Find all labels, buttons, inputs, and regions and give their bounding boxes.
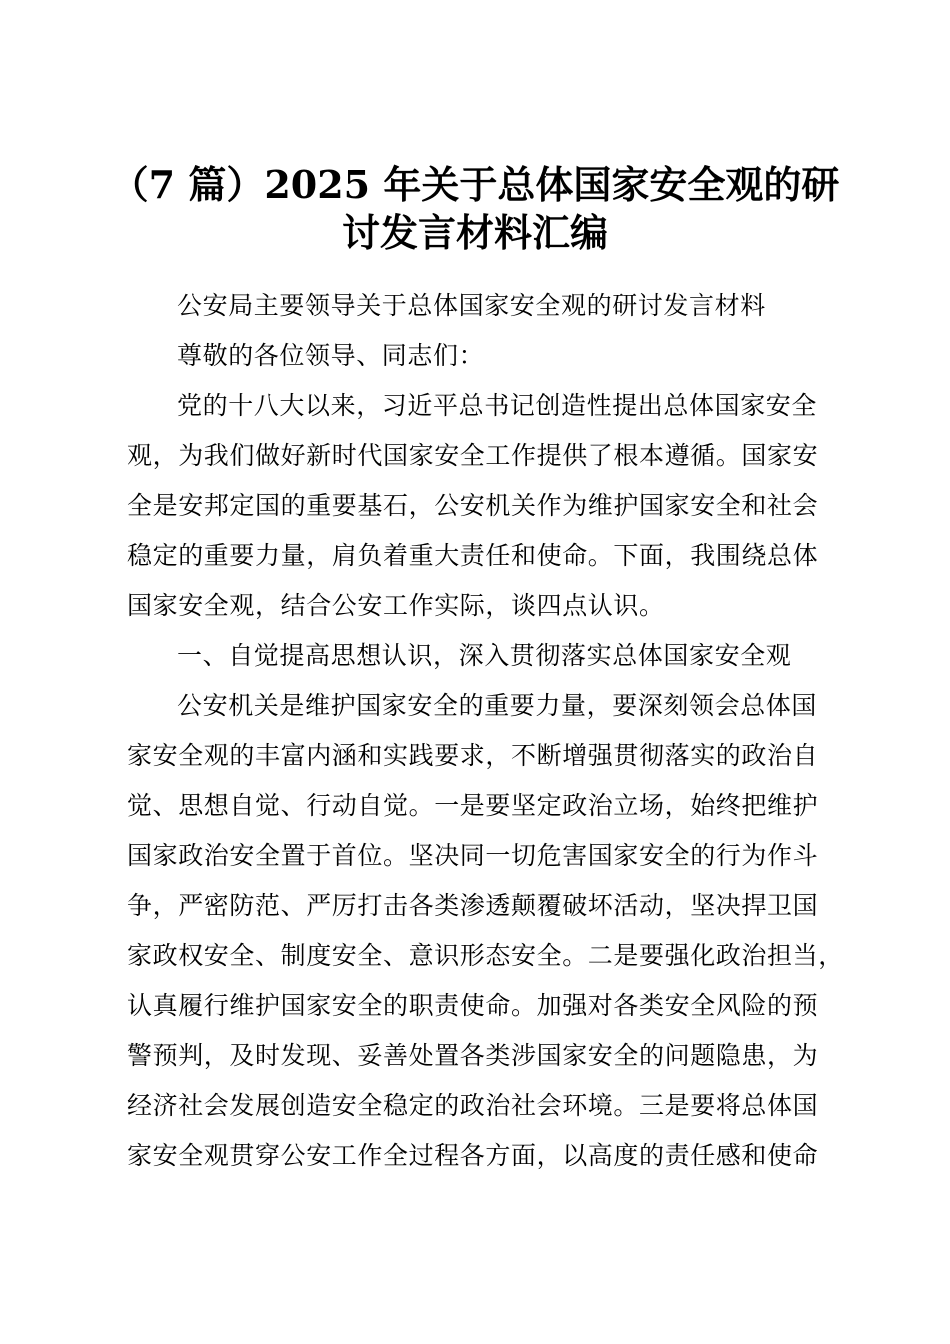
salutation: 尊敬的各位领导、同志们： bbox=[177, 341, 485, 370]
paragraph-2-line: 公安机关是维护国家安全的重要力量，要深刻领会总体国 bbox=[177, 691, 818, 720]
paragraph-2-line: 警预判，及时发现、妥善处置各类涉国家安全的问题隐患，为 bbox=[127, 1041, 819, 1070]
paragraph-2-line: 家安全观贯穿公安工作全过程各方面，以高度的责任感和使命 bbox=[127, 1141, 819, 1170]
paragraph-2-line: 争，严密防范、严厉打击各类渗透颠覆破坏活动，坚决捍卫国 bbox=[127, 891, 819, 920]
paragraph-2-line: 家政权安全、制度安全、意识形态安全。二是要强化政治担当， bbox=[127, 941, 844, 970]
paragraph-2-line: 认真履行维护国家安全的职责使命。加强对各类安全风险的预 bbox=[127, 991, 819, 1020]
paragraph-1-line: 观，为我们做好新时代国家安全工作提供了根本遵循。国家安 bbox=[127, 441, 819, 470]
paragraph-2-line: 经济社会发展创造安全稳定的政治社会环境。三是要将总体国 bbox=[127, 1091, 819, 1120]
paragraph-1-line: 国家安全观，结合公安工作实际，谈四点认识。 bbox=[127, 591, 665, 620]
paragraph-1-line: 党的十八大以来，习近平总书记创造性提出总体国家安全 bbox=[177, 391, 818, 420]
paragraph-2-line: 国家政治安全置于首位。坚决同一切危害国家安全的行为作斗 bbox=[127, 841, 819, 870]
document-title-line-1: （7 篇）2025 年关于总体国家安全观的研 bbox=[110, 162, 840, 207]
paragraph-1-line: 稳定的重要力量，肩负着重大责任和使命。下面，我围绕总体 bbox=[127, 541, 819, 570]
document-subtitle: 公安局主要领导关于总体国家安全观的研讨发言材料 bbox=[177, 291, 766, 320]
document-title-line-2: 讨发言材料汇编 bbox=[341, 210, 608, 255]
section-heading-1: 一、自觉提高思想认识，深入贯彻落实总体国家安全观 bbox=[177, 641, 792, 670]
paragraph-2-line: 家安全观的丰富内涵和实践要求，不断增强贯彻落实的政治自 bbox=[127, 741, 819, 770]
paragraph-1-line: 全是安邦定国的重要基石，公安机关作为维护国家安全和社会 bbox=[127, 491, 819, 520]
paragraph-2-line: 觉、思想自觉、行动自觉。一是要坚定政治立场，始终把维护 bbox=[127, 791, 819, 820]
